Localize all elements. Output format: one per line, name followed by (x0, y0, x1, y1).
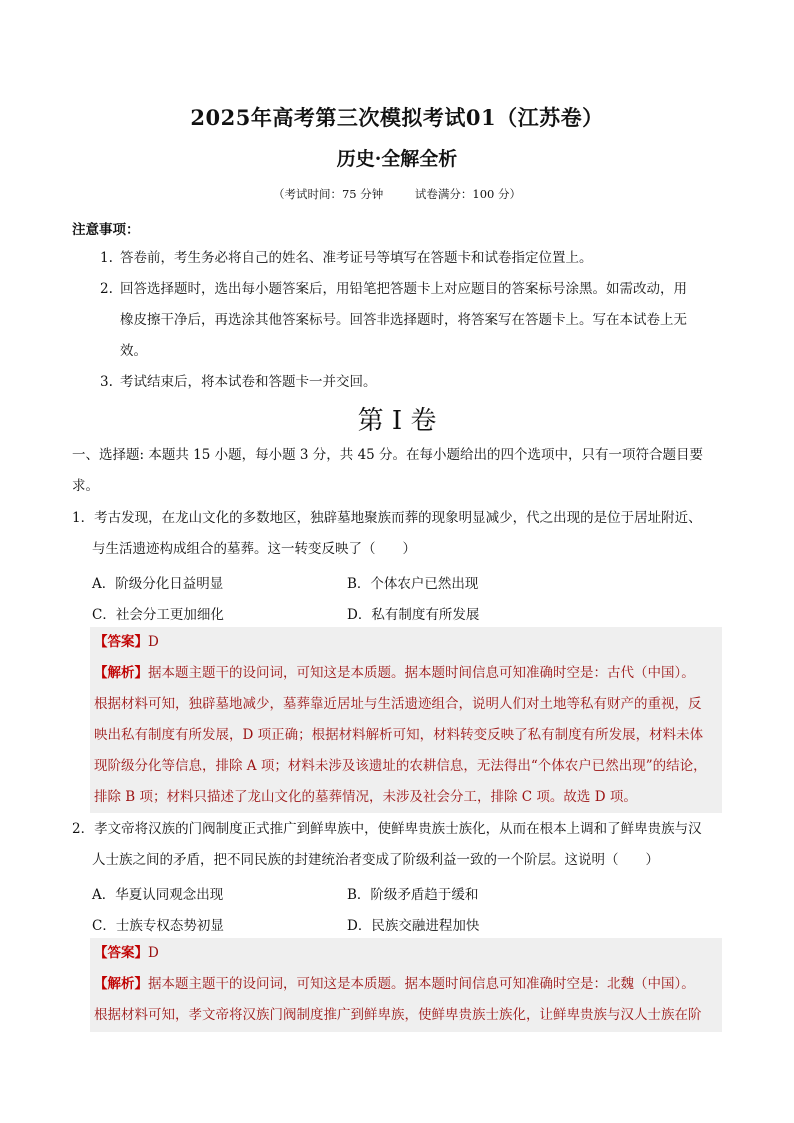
notice-item-2: 2. 回答选择题时，选出每小题答案后，用铅笔把答题卡上对应题目的答案标号涂黑。如需改动，用 橡皮擦干净后，再选涂其他答案标号。回答非选择题时，将答案写在答题卡上。写在本试卷上无 效。 (100, 281, 687, 359)
question-1-stem: 1．考古发现，在龙山文化的多数地区，独辟墓地聚族而葬的现象明显减少，代之出现的是位于居址附近、 与生活遗迹构成组合的墓葬。这一转变反映了（ ） (72, 510, 702, 557)
question-2-stem: 2．孝文帝将汉族的门阀制度正式推广到鲜卑族中，使鲜卑贵族士族化，从而在根本上调和了鲜卑贵族与汉 人士族之间的矛盾，把不同民族的封建统治者变成了阶级利益一致的一个阶层。这说明（ ） (72, 821, 702, 868)
notice-item-3: 3. 考试结束后，将本试卷和答题卡一并交回。 (100, 374, 377, 390)
q1-answer: 【答案】D (94, 634, 159, 650)
q2-analysis-line-2: 根据材料可知，孝文帝将汉族门阀制度推广到鲜卑族，使鲜卑贵族士族化，让鲜卑贵族与汉人士族在阶 (94, 1007, 702, 1023)
q1-analysis-line-4: 现阶级分化等信息，排除 A 项；材料未涉及该遗址的农耕信息，无法得出“个体农户已然出现”的结论， (94, 758, 707, 774)
q2-answer-box (90, 938, 722, 1032)
q1-option-d: D．私有制度有所发展 (347, 607, 480, 623)
q2-answer: 【答案】D (94, 945, 159, 961)
page-subtitle: 历史·全解全析 (336, 148, 458, 170)
page-title: 2025年高考第三次模拟考试01（江苏卷） (190, 105, 604, 130)
q1-option-a: A．阶级分化日益明显 (92, 576, 224, 592)
exam-meta (0, 186, 794, 202)
exam-time: （考试时间：75 分钟 (272, 187, 384, 201)
exam-score: 试卷满分：100 分） (414, 187, 522, 201)
volume-title: 第 I 卷 (357, 406, 437, 436)
notice-heading: 注意事项： (72, 222, 140, 238)
q1-analysis-line-2: 根据材料可知，独辟墓地减少，墓葬靠近居址与生活遗迹组合，说明人们对土地等私有财产的重视，反 (94, 696, 702, 712)
notice-item-1: 1. 答卷前，考生务必将自己的姓名、准考证号等填写在答题卡和试卷指定位置上。 (100, 250, 593, 266)
q2-option-a: A．华夏认同观念出现 (92, 887, 224, 903)
q2-option-d: D．民族交融进程加快 (347, 918, 480, 934)
q1-analysis-line-5: 排除 B 项；材料只描述了龙山文化的墓葬情况，未涉及社会分工，排除 C 项。故选 D 项。 (94, 789, 637, 805)
q2-analysis-line-1: 【解析】据本题主题干的设问词，可知这是本质题。据本题时间信息可知准确时空是：北魏（中国）。 (94, 976, 695, 992)
q1-answer-box (90, 627, 722, 813)
section-heading: 一、选择题: 本题共 15 小题，每小题 3 分，共 45 分。在每小题给出的四个选项中，只有一项符合题目要 求。 (72, 447, 704, 494)
q2-option-c: C．士族专权态势初显 (92, 918, 224, 934)
q2-option-b: B．阶级矛盾趋于缓和 (347, 887, 479, 903)
q1-analysis-line-1: 【解析】据本题主题干的设问词，可知这是本质题。据本题时间信息可知准确时空是：古代（中国）。 (94, 665, 695, 681)
q1-analysis-line-3: 映出私有制度有所发展，D 项正确；根据材料解析可知，材料转变反映了私有制度有所发展，材料未体 (94, 727, 704, 743)
q1-option-b: B．个体农户已然出现 (347, 576, 479, 592)
q1-option-c: C．社会分工更加细化 (92, 607, 224, 623)
